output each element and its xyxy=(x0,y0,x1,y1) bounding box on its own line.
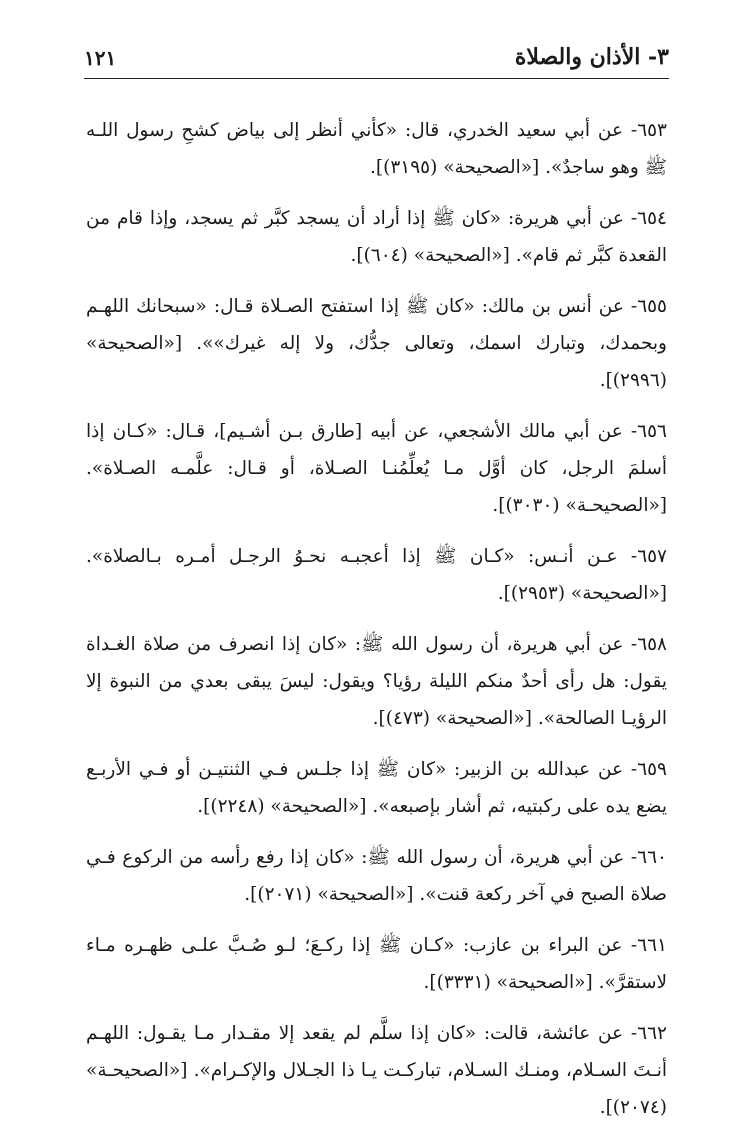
hadith-text: عـن أنـس: «كـان ﷺ إذا أعجبـه نحـوُ الرجـل أمـره بـالصلاة». [«الصحيحة» (٢٩٥٣)]. xyxy=(86,546,667,604)
hadith-text: عن أبي مالك الأشجعي، عن أبيه [طارق بـن أشـيم]، قـال: «كـان إذا أسلمَ الرجل، كان أوَّل مـا يُعلِّمُنـا الصـلاة، أو قـال: علَّمـه الصـلاة». [«الصحيحـة» (٣٠٣٠)]. xyxy=(86,421,667,516)
hadith-entry-659: ٦٥٩- عن عبدالله بن الزبير: «كان ﷺ إذا جلـس فـي الثنتيـن أو فـي الأربـع يضع يده على ركبتيه، ثم أشار بإصبعه». [«الصحيحة» (٢٢٤٨)]. xyxy=(86,759,667,817)
header-divider xyxy=(84,78,669,79)
hadith-text: عن أبي سعيد الخدري، قال: «كأني أنظر إلى بياض كشحِ رسول اللـه ﷺ وهو ساجدٌ». [«الصحيحة» (٣١٩٥)]. xyxy=(86,120,667,178)
hadith-entry-658: ٦٥٨- عن أبي هريرة، أن رسول الله ﷺ: «كان إذا انصرف من صلاة الغـداة يقول: هل رأى أحدٌ منكم الليلة رؤيا؟ ويقول: ليسَ يبقى بعدي من النبوة إلا الرؤيـا الصالحة». [«الصحيحة» (٤٧٣)]. xyxy=(86,634,667,729)
hadith-text: عن أبي هريرة: «كان ﷺ إذا أراد أن يسجد كبَّر ثم يسجد، وإذا قام من القعدة كبَّر ثم قام». [«الصحيحة» (٦٠٤)]. xyxy=(86,208,667,266)
hadith-entry-657: ٦٥٧- عـن أنـس: «كـان ﷺ إذا أعجبـه نحـوُ الرجـل أمـره بـالصلاة». [«الصحيحة» (٢٩٥٣)]. xyxy=(86,546,667,604)
hadith-text: عن أبي هريرة، أن رسول الله ﷺ: «كان إذا رفع رأسه من الركوع فـي صلاة الصبح في آخر ركعة قنت». [«الصحيحة» (٢٠٧١)]. xyxy=(86,847,667,905)
hadith-text: عن عائشة، قالت: «كان إذا سلَّم لم يقعد إلا مقـدار مـا يقـول: اللهـم أنـتَ السـلام، ومنـك السـلام، تباركـت يـا ذا الجـلال والإكـرام». [«الصحيحـة» (٢٠٧٤)]. xyxy=(86,1023,667,1118)
hadith-number: ٦٦١ xyxy=(637,935,667,956)
hadith-entry-656: ٦٥٦- عن أبي مالك الأشجعي، عن أبيه [طارق بـن أشـيم]، قـال: «كـان إذا أسلمَ الرجل، كان أوَّل مـا يُعلِّمُنـا الصـلاة، أو قـال: علَّمـه الصـلاة». [«الصحيحـة» (٣٠٣٠)]. xyxy=(86,421,667,516)
hadith-list xyxy=(86,112,667,1140)
hadith-entry-654: ٦٥٤- عن أبي هريرة: «كان ﷺ إذا أراد أن يسجد كبَّر ثم يسجد، وإذا قام من القعدة كبَّر ثم قام». [«الصحيحة» (٦٠٤)]. xyxy=(86,208,667,266)
hadith-number: ٦٥٨ xyxy=(637,634,667,655)
hadith-text: عن أبي هريرة، أن رسول الله ﷺ: «كان إذا انصرف من صلاة الغـداة يقول: هل رأى أحدٌ منكم الليلة رؤيا؟ ويقول: ليسَ يبقى بعدي من النبوة إلا الرؤيـا الصالحة». [«الصحيحة» (٤٧٣)]. xyxy=(86,634,667,729)
hadith-entry-662: ٦٦٢- عن عائشة، قالت: «كان إذا سلَّم لم يقعد إلا مقـدار مـا يقـول: اللهـم أنـتَ السـلام، ومنـك السـلام، تباركـت يـا ذا الجـلال والإكـرام». [«الصحيحـة» (٢٠٧٤)]. xyxy=(86,1023,667,1118)
hadith-number: ٦٦٢ xyxy=(637,1023,667,1044)
hadith-entry-653: ٦٥٣- عن أبي سعيد الخدري، قال: «كأني أنظر إلى بياض كشحِ رسول اللـه ﷺ وهو ساجدٌ». [«الصحيحة» (٣١٩٥)]. xyxy=(86,120,667,178)
hadith-number: ٦٥٤ xyxy=(637,208,667,229)
hadith-number: ٦٥٦ xyxy=(637,421,667,442)
hadith-number: ٦٥٧ xyxy=(637,546,667,567)
hadith-number: ٦٥٩ xyxy=(637,759,667,780)
hadith-text: عن أنس بن مالك: «كان ﷺ إذا استفتح الصـلاة قـال: «سبحانك اللهـم وبحمدك، وتبارك اسمك، وتعالى جدُّك، ولا إله غيرك»». [«الصحيحة» (٢٩٩٦)]. xyxy=(86,296,667,391)
hadith-number: ٦٥٥ xyxy=(637,296,667,317)
chapter-title: ٣- الأذان والصلاة xyxy=(514,44,669,70)
hadith-entry-655: ٦٥٥- عن أنس بن مالك: «كان ﷺ إذا استفتح الصـلاة قـال: «سبحانك اللهـم وبحمدك، وتبارك اسمك، وتعالى جدُّك، ولا إله غيرك»». [«الصحيحة» (٢٩٩٦)]. xyxy=(86,296,667,391)
hadith-entry-660: ٦٦٠- عن أبي هريرة، أن رسول الله ﷺ: «كان إذا رفع رأسه من الركوع فـي صلاة الصبح في آخر ركعة قنت». [«الصحيحة» (٢٠٧١)]. xyxy=(86,847,667,905)
hadith-number: ٦٦٠ xyxy=(637,847,667,868)
hadith-text: عن عبدالله بن الزبير: «كان ﷺ إذا جلـس فـي الثنتيـن أو فـي الأربـع يضع يده على ركبتيه، ثم أشار بإصبعه». [«الصحيحة» (٢٢٤٨)]. xyxy=(86,759,667,817)
hadith-entry-661: ٦٦١- عن البراء بن عازب: «كـان ﷺ إذا ركـعَ؛ لـو صُـبَّ علـى ظهـره مـاء لاستقرَّ». [«الصحيحة» (٣٣٣١)]. xyxy=(86,935,667,993)
page-number: ١٢١ xyxy=(84,46,117,70)
page-header xyxy=(84,40,669,74)
hadith-number: ٦٥٣ xyxy=(637,120,667,141)
hadith-text: عن البراء بن عازب: «كـان ﷺ إذا ركـعَ؛ لـو صُـبَّ علـى ظهـره مـاء لاستقرَّ». [«الصحيحة» (٣٣٣١)]. xyxy=(86,935,667,993)
